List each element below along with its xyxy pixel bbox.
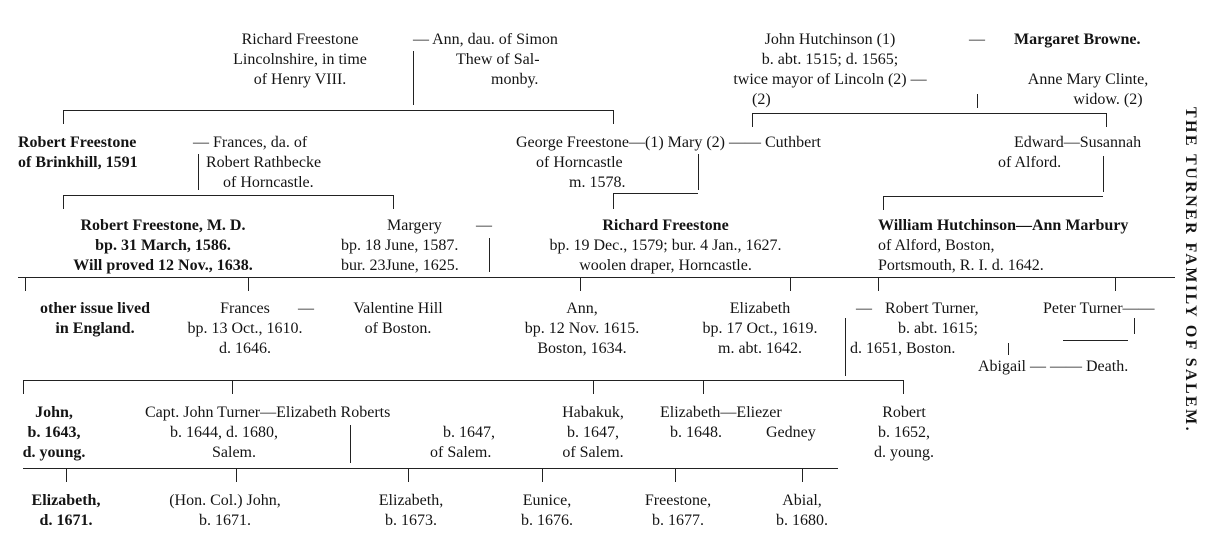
abigail-death: Abigail — —— Death. xyxy=(978,358,1129,375)
descent-line xyxy=(1106,113,1107,127)
elizabeth-freestone: Elizabeth bp. 17 Oct., 1619. m. abt. 1642. xyxy=(702,300,818,357)
generation-bar xyxy=(18,277,1175,278)
descent-line xyxy=(903,380,904,394)
elizabeth-dash: — xyxy=(856,300,872,317)
sibling-bar xyxy=(752,113,1106,114)
anne-mary-clinte: Anne Mary Clinte, widow. (2) xyxy=(1027,71,1149,108)
descent-line xyxy=(845,318,846,376)
sibling-bar xyxy=(63,110,613,111)
descent-line xyxy=(408,468,409,482)
ann-freestone: Ann, bp. 12 Nov. 1615. Boston, 1634. xyxy=(524,300,640,357)
richard-freestone-sr: Richard Freestone Lincolnshire, in time of Henry VIII. xyxy=(233,31,367,88)
frances-dash: — xyxy=(298,300,314,317)
margaret-browne: Margaret Browne. xyxy=(1014,31,1141,48)
sibling-bar xyxy=(1063,340,1128,341)
descent-line xyxy=(1134,318,1135,334)
descent-line xyxy=(802,468,803,482)
sibling-bar xyxy=(883,196,1103,197)
robert-freestone-brinkhill: Robert Freestone of Brinkhill, 1591 xyxy=(18,134,138,171)
frances-hill: Frances bp. 13 Oct., 1610. d. 1646. xyxy=(187,300,303,357)
hon-col-john: (Hon. Col.) John, b. 1671. xyxy=(169,492,281,529)
descent-line xyxy=(1115,277,1116,291)
sibling-bar xyxy=(23,380,903,381)
descent-line xyxy=(790,277,791,291)
abial: Abial, b. 1680. xyxy=(776,492,828,529)
descent-line xyxy=(350,425,351,463)
john-turner-1643: John, b. 1643, d. young. xyxy=(22,404,86,461)
descent-line xyxy=(703,380,704,394)
robert-freestone-md: Robert Freestone, M. D. bp. 31 March, 1586. Will proved 12 Nov., 1638. xyxy=(73,217,253,274)
descent-line xyxy=(593,380,594,394)
descent-line xyxy=(675,468,676,482)
descent-line xyxy=(248,277,249,291)
habakuk: Habakuk, b. 1647, of Salem. xyxy=(562,404,624,461)
sibling-bar xyxy=(63,195,393,196)
john-hutchinson: John Hutchinson (1) b. abt. 1515; d. 1565; twice mayor of Lincoln (2) — xyxy=(733,31,927,88)
descent-line xyxy=(63,195,64,209)
descent-line xyxy=(25,277,26,291)
descent-line xyxy=(236,468,237,482)
mary-mark: (2) xyxy=(752,91,771,108)
descent-line xyxy=(413,51,414,105)
descent-line xyxy=(883,196,884,210)
marriage-dash: — xyxy=(969,31,985,48)
valentine-hill: Valentine Hill of Boston. xyxy=(353,300,443,337)
descent-line xyxy=(878,277,879,291)
william-hutchinson: William Hutchinson—Ann Marbury of Alford, Boston, Portsmouth, R. I. d. 1642. xyxy=(878,217,1129,274)
eunice: Eunice, b. 1676. xyxy=(521,492,573,529)
descent-line xyxy=(752,113,753,127)
elizabeth-gedney: Elizabeth—Eliezer b. 1648. Gedney xyxy=(660,404,816,441)
richard-freestone-draper: Richard Freestone bp. 19 Dec., 1579; bur. 4 Jan., 1627. woolen draper, Horncastle. xyxy=(549,217,782,274)
descent-line xyxy=(698,154,699,190)
descent-line xyxy=(66,468,67,482)
descent-line xyxy=(542,468,543,482)
ann-thew: — Ann, dau. of Simon Thew of Sal- monby. xyxy=(413,31,558,88)
peter-turner: Peter Turner—— xyxy=(1043,300,1155,317)
elizabeth-1671: Elizabeth, d. 1671. xyxy=(31,492,101,529)
sibling-bar xyxy=(23,468,838,469)
elizabeth-1673: Elizabeth, b. 1673. xyxy=(378,492,444,529)
descent-line xyxy=(613,193,614,209)
descent-line xyxy=(393,195,394,209)
descent-line xyxy=(1008,343,1009,355)
sibling-bar xyxy=(613,193,698,194)
edward-hutchinson: Edward—Susannah of Alford. xyxy=(998,134,1142,171)
freestone: Freestone, b. 1677. xyxy=(644,492,712,529)
margery: Margery bp. 18 June, 1587. bur. 23June, 1625. xyxy=(341,217,459,274)
robert-turner: Robert Turner, b. abt. 1615; d. 1651, Boston. xyxy=(850,300,979,357)
descent-line xyxy=(23,380,24,394)
descent-line xyxy=(198,154,199,190)
descent-line xyxy=(63,110,64,124)
other-issue: other issue lived in England. xyxy=(40,300,150,337)
descent-line xyxy=(489,238,490,272)
robert-turner-1652: Robert b. 1652, d. young. xyxy=(874,404,934,461)
descent-line xyxy=(580,277,581,291)
george-freestone: George Freestone—(1) Mary (2) —— Cuthbert of Horncastle m. 1578. xyxy=(516,134,821,191)
descent-line xyxy=(232,380,233,394)
margery-dash: — xyxy=(476,217,492,234)
frances-rathbecke: — Frances, da. of Robert Rathbecke of Horncastle. xyxy=(193,134,322,191)
descent-line xyxy=(613,110,614,124)
descent-line xyxy=(1103,156,1104,192)
capt-john-turner: Capt. John Turner—Elizabeth Roberts b. 1644, d. 1680, Salem. xyxy=(145,404,391,461)
elizabeth-roberts-dates: b. 1647, of Salem. xyxy=(430,424,495,461)
descent-line xyxy=(977,94,978,108)
